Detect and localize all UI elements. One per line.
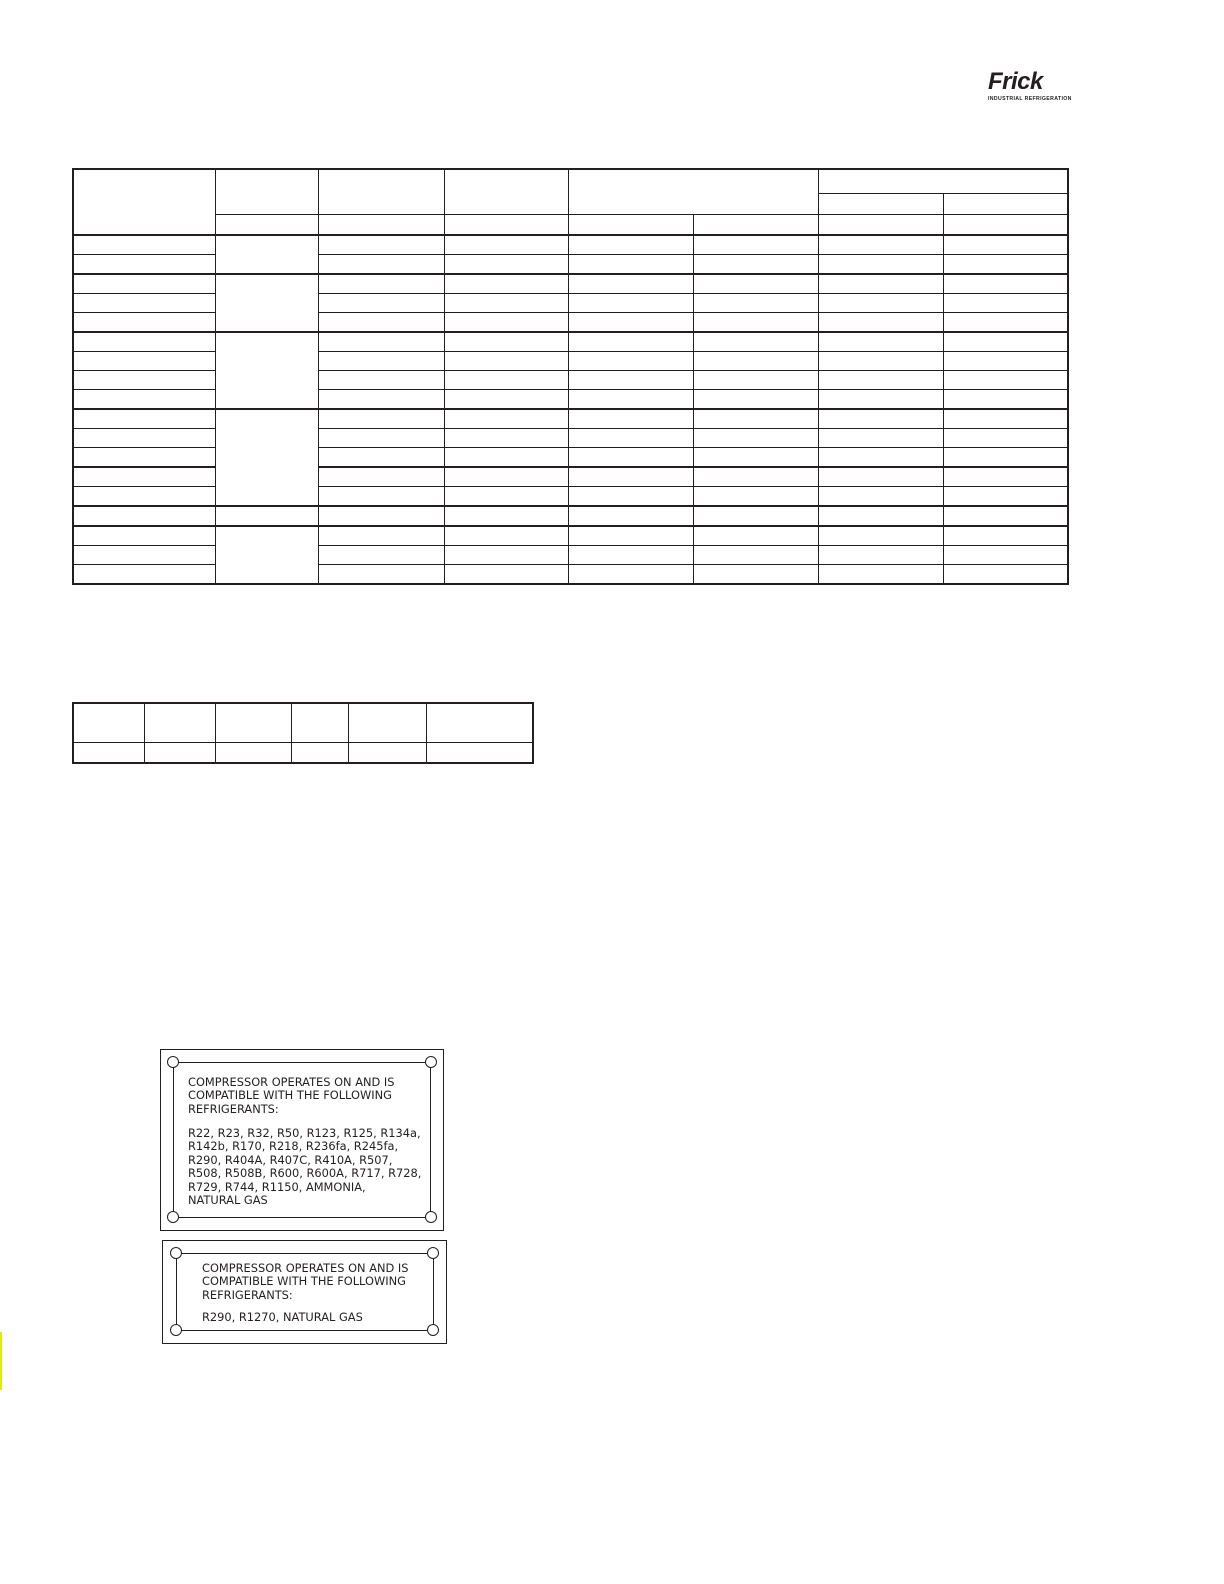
table-header-cell [818,169,1068,193]
refrigerant-placard-2 [162,1240,447,1344]
table-row [73,274,1068,294]
mounting-hole-icon [425,1211,437,1223]
specifications-table [72,168,1069,585]
placard-heading: COMPRESSOR OPERATES ON AND IS COMPATIBLE WITH THE FOLLOWING REFRIGERANTS: [188,1075,395,1116]
table-header-cell [216,215,319,235]
table-header-cell [569,215,694,235]
table-row [73,506,1068,526]
table-header-cell [818,215,943,235]
table-header-cell [444,215,569,235]
table-row [73,409,1068,429]
mounting-hole-icon [425,1056,437,1068]
table-header-row [73,703,533,743]
logo-wordmark: Frick [988,68,1043,95]
page-edge-mark [0,1332,2,1390]
table-header-cell [444,169,569,215]
mounting-hole-icon [167,1056,179,1068]
table-header-cell [943,215,1068,235]
table-row [73,743,533,764]
frick-logo [984,70,1070,104]
table-header-cell [216,169,319,215]
table-row [73,526,1068,546]
placard-refrigerant-list: R22, R23, R32, R50, R123, R125, R134a, R142b, R170, R218, R236fa, R245fa, R290, R404A, R407C, R410A, R507, R508, R508B, R600, R600A, R717, R728, R729, R744, R1150, AMMONIA, NATURAL GAS [188,1126,422,1208]
table-header-cell [318,215,444,235]
mounting-hole-icon [170,1324,182,1336]
table-header-cell [943,193,1068,215]
table-header-cell [694,215,819,235]
table-row [73,235,1068,255]
refrigerant-placard-1 [160,1049,444,1231]
mounting-hole-icon [170,1247,182,1259]
small-data-table [72,702,534,764]
table-header-cell [73,169,216,235]
table-header-cell [818,193,943,215]
table-row [73,332,1068,352]
logo-subtext: INDUSTRIAL REFRIGERATION [988,96,1072,102]
mounting-hole-icon [427,1247,439,1259]
mounting-hole-icon [427,1324,439,1336]
mounting-hole-icon [167,1211,179,1223]
placard-heading: COMPRESSOR OPERATES ON AND IS COMPATIBLE WITH THE FOLLOWING REFRIGERANTS: [202,1261,409,1302]
table-header-cell [318,169,444,215]
placard-refrigerant-list: R290, R1270, NATURAL GAS [202,1310,363,1324]
table-header-cell [569,169,818,215]
